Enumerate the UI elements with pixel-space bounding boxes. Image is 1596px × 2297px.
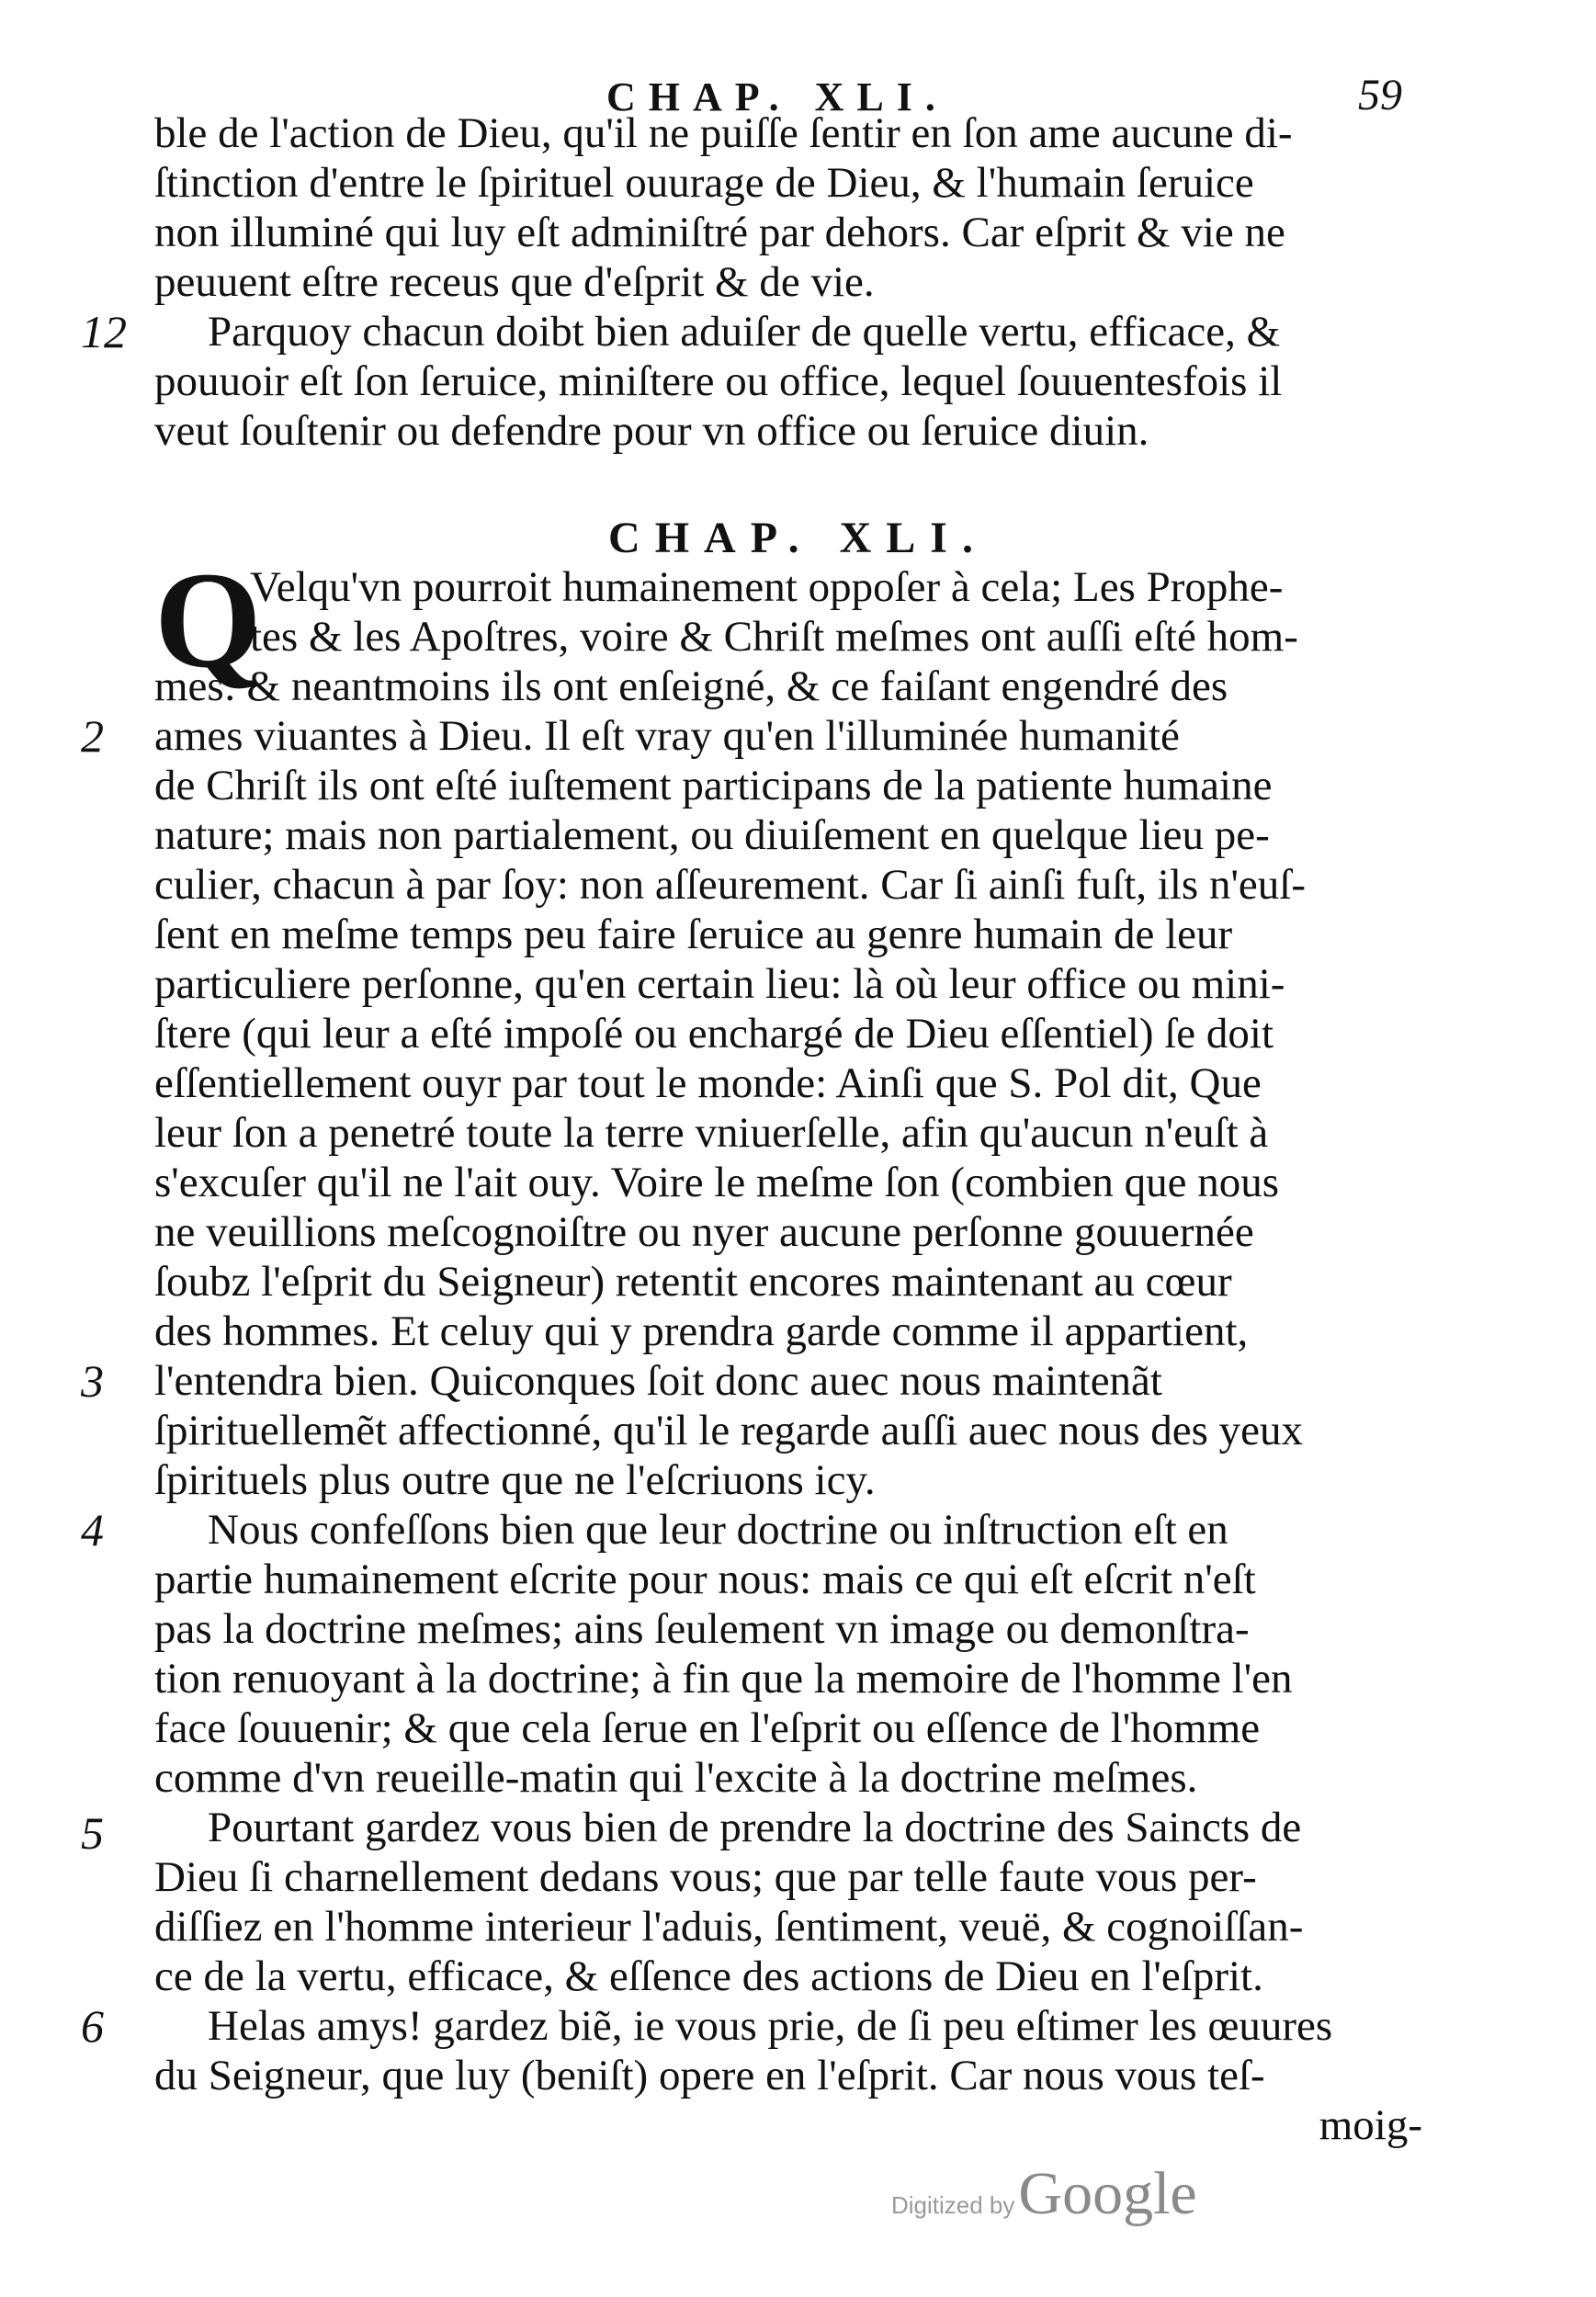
text-line: ne veuillions meſcognoiſtre ou nyer aucune perſonne gouuernée (154, 1208, 1254, 1256)
text-line: de Chriſt ils ont eſté iuſtement participans de la patiente humaine (154, 762, 1273, 809)
text-line: s'excuſer qu'il ne l'ait ouy. Voire le meſme ſon (combien que nous (154, 1159, 1280, 1206)
text-line: Dieu ſi charnellement dedans vous; que par telle faute vous per- (154, 1853, 1257, 1901)
text-line: ſpirituels plus outre que ne l'eſcriuons icy. (154, 1456, 876, 1504)
text-line: face ſouuenir; & que cela ſerue en l'eſprit ou eſſence de l'homme (154, 1704, 1261, 1752)
margin-verse-number: 4 (81, 1504, 104, 1556)
text-line: Pourtant gardez vous bien de prendre la doctrine des Saincts de (208, 1804, 1302, 1851)
running-head-title: CHAP. XLI. (606, 74, 948, 119)
text-line: comme d'vn reueille-matin qui l'excite à la doctrine meſmes. (154, 1754, 1198, 1802)
text-line: eſſentiellement ouyr par tout le monde: Ainſi que S. Pol dit, Que (154, 1059, 1262, 1107)
text-line: ſtere (qui leur a eſté impoſé ou enchargé de Dieu eſſentiel) ſe doit (154, 1010, 1274, 1058)
text-line: du Seigneur, que luy (beniſt) opere en l'eſprit. Car nous vous teſ- (154, 2052, 1265, 2099)
text-line: ames viuantes à Dieu. Il eſt vray qu'en l'illuminée humanité (154, 712, 1180, 760)
text-line: ce de la vertu, efficace, & eſſence des actions de Dieu en l'eſprit. (154, 1952, 1263, 2000)
page-number: 59 (1358, 71, 1402, 119)
margin-verse-number: 6 (81, 2000, 104, 2052)
text-line: ſoubz l'eſprit du Seigneur) retentit encores maintenant au cœur (154, 1258, 1232, 1306)
google-logo: Google (1018, 2160, 1197, 2227)
text-line: Helas amys! gardez biẽ, ie vous prie, de ſi peu eſtimer les œuures (208, 2002, 1333, 2050)
paragraph-6 (154, 2001, 1422, 2150)
text-line: particuliere perſonne, qu'en certain lieu: là où leur office ou mini- (154, 960, 1285, 1008)
text-line: diſſiez en l'homme interieur l'aduis, ſentiment, veuë, & cognoiſſan- (154, 1903, 1304, 1951)
margin-verse-number: 5 (81, 1807, 104, 1859)
margin-verse-number: 3 (81, 1355, 104, 1407)
text-line: tes & les Apoſtres, voire & Chriſt meſmes ont auſſi eſté hom- (250, 613, 1298, 661)
text-line: mes: & neantmoins ils ont enſeigné, & ce faiſant engendré des (154, 662, 1228, 710)
catchword: moig- (1319, 2101, 1422, 2149)
paragraph-5 (154, 1803, 1422, 2001)
text-line: pas la doctrine meſmes; ains ſeulement vn image ou demonſtra- (154, 1605, 1250, 1653)
text-line: partie humainement eſcrite pour nous: mais ce qui eſt eſcrit n'eſt (154, 1556, 1256, 1603)
text-line: ſtinction d'entre le ſpirituel ouurage de Dieu, & l'humain ſeruice (154, 159, 1254, 207)
text-line: Nous confeſſons bien que leur doctrine ou inſtruction eſt en (208, 1506, 1228, 1554)
continuation-paragraph (154, 108, 1422, 307)
paragraph-main (154, 662, 1422, 1505)
paragraph-12 (154, 307, 1422, 456)
text-line: Velqu'vn pourroit humainement oppoſer à cela; Les Prophe- (250, 563, 1284, 611)
drop-cap-lines (250, 562, 1422, 662)
text-line: ble de l'action de Dieu, qu'il ne puiſſe ſentir en ſon ame aucune di- (154, 109, 1293, 157)
text-line: Parquoy chacun doibt bien aduiſer de quelle vertu, efficace, & (208, 308, 1281, 356)
text-line: pouuoir eſt ſon ſeruice, miniſtere ou office, lequel ſouuentesfois il (154, 357, 1283, 405)
chapter-heading: CHAP. XLI. (608, 514, 988, 562)
text-line: peuuent eſtre receus que d'eſprit & de vie. (154, 258, 875, 306)
text-line: des hommes. Et celuy qui y prendra garde comme il appartient, (154, 1307, 1249, 1355)
digitized-by-label: Digitized by (891, 2191, 1015, 2219)
text-line: leur ſon a penetré toute la terre vniuerſelle, afin qu'aucun n'euſt à (154, 1109, 1269, 1157)
margin-verse-number: 2 (81, 710, 104, 762)
drop-cap: Q (154, 544, 262, 696)
margin-verse-number: 12 (81, 306, 127, 357)
text-line: tion renuoyant à la doctrine; à fin que la memoire de l'homme l'en (154, 1655, 1293, 1703)
text-line: non illuminé qui luy eſt adminiſtré par dehors. Car eſprit & vie ne (154, 209, 1285, 256)
text-line: l'entendra bien. Quiconques ſoit donc auec nous maintenãt (154, 1357, 1162, 1405)
text-line: ſent en meſme temps peu faire ſeruice au genre humain de leur (154, 911, 1233, 958)
text-line: nature; mais non partialement, ou diuiſement en quelque lieu pe- (154, 811, 1270, 859)
text-line: culier, chacun à par ſoy: non aſſeurement. Car ſi ainſi fuſt, ils n'euſ- (154, 861, 1306, 909)
text-line: ſpirituellemẽt affectionné, qu'il le regarde auſſi auec nous des yeux (154, 1407, 1304, 1454)
digitization-watermark (891, 2159, 1197, 2229)
text-line: veut ſouſtenir ou defendre pour vn office ou ſeruice diuin. (154, 407, 1149, 455)
paragraph-4 (154, 1505, 1422, 1803)
